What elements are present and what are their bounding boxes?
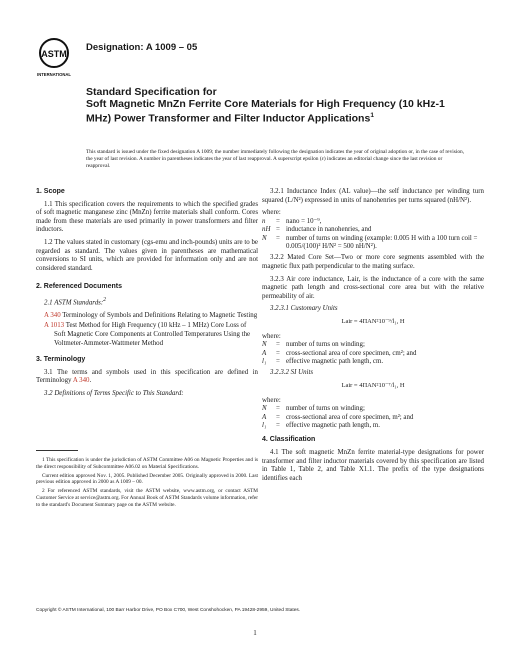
where-item: nH = inductance in nanohenries, and [262, 226, 372, 234]
paragraph-3-2-3: 3.2.3 Air core inductance, Lair, is the inductance of a core with the same magnetic path length and cross-sectional core area but with the relative permeability of air. [262, 275, 484, 300]
paragraph-2-1: 2.1 ASTM Standards:$^2$ [44, 296, 107, 307]
link-a340-inline[interactable]: A 340 [72, 377, 90, 385]
svg-text:ASTM: ASTM [41, 49, 67, 59]
where-label-1: where: [262, 209, 281, 217]
where-item: n = nano = 10⁻⁹, [262, 217, 322, 225]
link-a1013[interactable]: A 1013 [44, 322, 65, 330]
left-column [36, 188, 258, 403]
formula-customary: Lair = 4ΠAN²10⁻⁹/l₁, H [341, 317, 405, 325]
reference-a340: A 340 Terminology of Symbols and Definitions Relating to Magnetic Testing [44, 311, 258, 319]
issuance-notice: This standard is issued under the fixed designation A 1009; the number immediately following the designation indicates the year of original adoption or, in the case of revision, the year of last revision. A number in parentheses indicates the year of last reapproval. A superscript epsilon (ε) indicates an editorial change since the last revision or reapproval. [86, 149, 465, 170]
section-heading-classification: 4. Classification [262, 436, 316, 444]
where-item: A = cross-sectional area of core specimen, m²; and [262, 413, 414, 421]
where-item: l₁ = effective magnetic path length, m. [262, 421, 381, 429]
paragraph-3-2-2: 3.2.2 Mated Core Set—Two or more core segments assembled with the magnetic flux path perpendicular to the mating surface. [262, 254, 484, 270]
footnote-1-approval: Current edition approved Nov. 1, 2005. Published December 2005. Originally approved in 2000. Last previous edition approved in 2000 as A 1009 – 00. [36, 472, 258, 486]
paragraph-3-2-3-2: 3.2.3.2 SI Units [270, 369, 314, 377]
formula-si: Lair = 4ΠAN²10⁻⁷/l₁, H [341, 381, 405, 389]
right-column [262, 188, 484, 487]
title-line2: Soft Magnetic MnZn Ferrite Core Materials for High Frequency (10 kHz-1 MHz) Power Transformer and Filter Inductor Applications$^1$ [86, 98, 445, 125]
paragraph-1-1: 1.1 This specification covers the requirements to which the specified grades of soft magnetic manganese zinc (MnZn) ferrite materials shall conform. Cores made from these materials are used primarily in power transformers and filter inductors. [36, 200, 258, 234]
where-item: N = number of turns on winding; [262, 405, 365, 413]
paragraph-3-2: 3.2 Definitions of Terms Specific to This Standard: [44, 389, 184, 397]
paragraph-4-1: 4.1 The soft magnetic MnZn ferrite material-type designations for power transformer and filter inductor materials covered by this specification are listed in Table 1, Table 2, and Table X1.1. The prefix of the type designations identifies each [262, 448, 484, 482]
where-label-2: where: [262, 332, 281, 340]
footnote-1: 1 This specification is under the jurisdiction of ASTM Committee A06 on Magnetic Properties and is the direct responsibility of Subcommittee A06.02 on Material Specifications. [36, 457, 258, 470]
paragraph-3-1: 3.1 The terms and symbols used in this specification are defined in Terminology A 340. [36, 368, 258, 385]
where-label-3: where: [262, 396, 281, 404]
where-list-1 [262, 218, 484, 252]
designation: Designation: A 1009 – 05 [86, 42, 198, 53]
paragraph-1-2: 1.2 The values stated in customary (cgs-emu and inch-pounds) units are to be regarded as standard. The values given in parentheses are mathematical conversions to SI units, which are provided for information only and are not considered standard. [36, 238, 258, 272]
page-number: 1 [253, 629, 257, 637]
section-heading-scope: 1. Scope [36, 188, 65, 195]
paragraph-3-2-1: 3.2.1 Inductance Index (AL value)—the self inductance per winding turn squared (L/N²) expressed in units of nanohenries per turns squared (nH/N²). [262, 188, 484, 204]
where-list-2 [262, 341, 484, 366]
title-line1: Standard Specification for [86, 86, 217, 98]
where-item: A = cross-sectional area of core specimen, cm²; and [262, 349, 417, 357]
where-item: N = number of turns on winding; [262, 341, 365, 349]
astm-logo [36, 37, 72, 79]
footnote-2: 2 For referenced ASTM standards, visit the ASTM website, www.astm.org, or contact ASTM Customer Service at service@astm.org. For Annual Book of ASTM Standards volume information, refer to the standard's Document Summary page on the ASTM website. [36, 488, 258, 508]
footnote-divider [36, 450, 78, 451]
section-heading-terminology: 3. Terminology [36, 356, 86, 364]
svg-text:INTERNATIONAL: INTERNATIONAL [37, 72, 71, 77]
where-item: l₁ = effective magnetic path length, cm. [262, 357, 384, 365]
where-item: N = number of turns on winding (example: 0.005 H with a 100 turn coil = 0.005/(100)² H/N² = 500 nH/N²). [262, 234, 478, 250]
footnotes [36, 450, 258, 511]
link-a340[interactable]: A 340 [44, 311, 61, 319]
where-list-3 [262, 405, 484, 430]
section-heading-referenced-documents: 2. Referenced Documents [36, 283, 122, 291]
paragraph-3-2-3-1: 3.2.3.1 Customary Units [270, 305, 338, 313]
copyright-notice: Copyright © ASTM International, 100 Barr Harbor Drive, PO Box C700, West Conshohocken, PA 19428-2959, United States. [36, 608, 301, 613]
reference-a1013: A 1013 Test Method for High Frequency (10 kHz – 1 MHz) Core Loss of Soft Magnetic Core Components at Controlled Temperatures Using the Voltmeter-Ammeter-Wattmeter Method [44, 322, 251, 347]
document-title [86, 86, 446, 125]
